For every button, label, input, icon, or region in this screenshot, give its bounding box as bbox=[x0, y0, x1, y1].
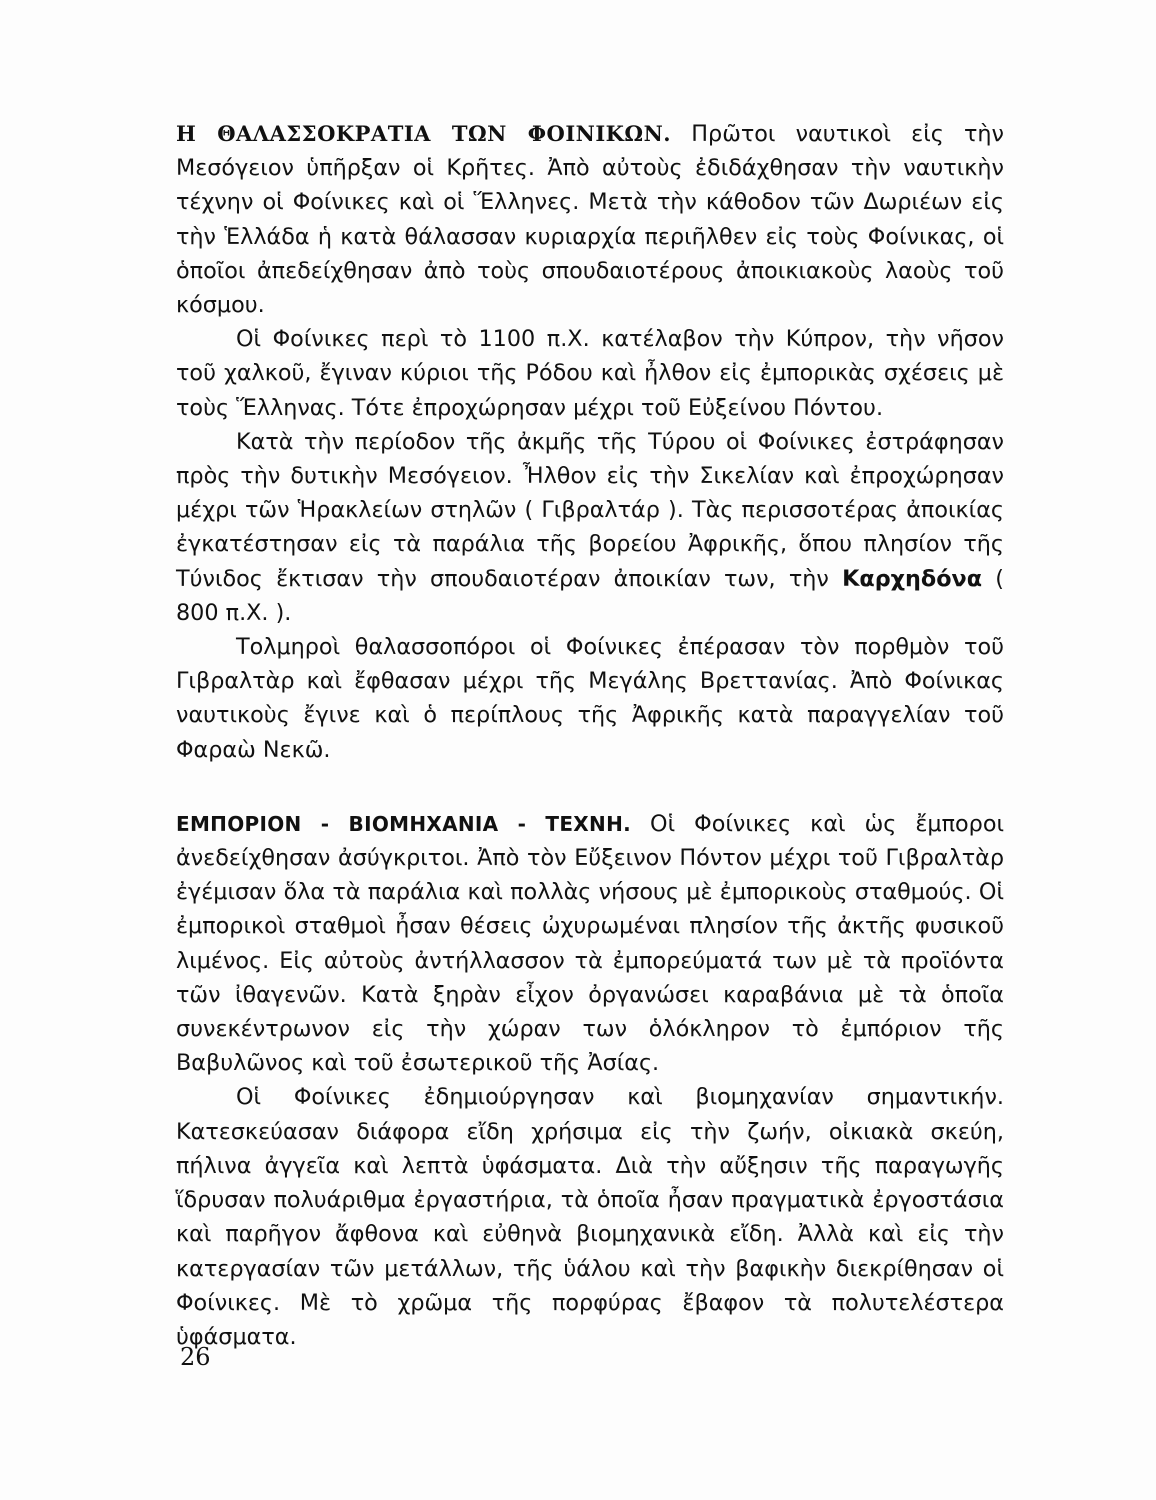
paragraph-carthage bbox=[176, 425, 1004, 630]
paragraph-cyprus: Οἱ Φοίνικες περὶ τὸ 1100 π.Χ. κατέλαβον τὴν Κύπρον, τὴν νῆσον τοῦ χαλκοῦ, ἔγιναν κύριοι τῆς Ρόδου καὶ ἦλθον εἰς ἐμπορικὰς σχέσεις μὲ τοὺς Ἕλληνας. Τότε ἐπροχώρησαν μέχρι τοῦ Εὐξείνου Πόντου. bbox=[176, 326, 1004, 421]
paragraph-text: Κατὰ τὴν περίοδον τῆς ἀκμῆς τῆς Τύρου οἱ Φοίνικες ἐστράφησαν πρὸς τὴν δυτικὴν Μεσόγειον. Ἦλθον εἰς τὴν Σικελίαν καὶ ἐπροχώρησαν μέχρι τῶν Ἡρακλείων στηλῶν ( Γιβραλτάρ ). Τὰς περισσοτέρας ἀποικίας ἐγκατέστησαν εἰς τὰ παράλια τῆς βορείου Ἀφρικῆς, ὅπου πλησίον τῆς Τύνιδος ἔκτισαν τὴν σπουδαιοτέραν ἀποικίαν των, τὴν bbox=[176, 428, 1004, 592]
paragraph-text: Οἱ Φοίνικες καὶ ὡς ἔμποροι ἀνεδείχθησαν ἀσύγκριτοι. Ἀπὸ τὸν Εὔξεινον Πόντον μέχρι τοῦ Γιβραλτὰρ ἐγέμισαν ὅλα τὰ παράλια καὶ πολλὰς νήσους μὲ ἐμπορικοὺς σταθμούς. Οἱ ἐμπορικοὶ σταθμοὶ ἦσαν θέσεις ὠχυρωμέναι πλησίον τῆς ἀκτῆς φυσικοῦ λιμένος. Εἰς αὐτοὺς ἀντήλλασσον τὰ ἐμπορεύματά των μὲ τὰ προϊόντα τῶν ἰθαγενῶν. Κατὰ ξηρὰν εἶχον ὀργανώσει καραβάνια μὲ τὰ ὁποῖα συνεκέντρωνον εἰς τὴν χώραν των ὁλόκληρον τὸ ἐμπόριον τῆς Βαβυλῶνος καὶ τοῦ ἐσωτερικοῦ τῆς Ἀσίας. bbox=[176, 810, 1005, 1077]
paragraph-thalassocracy-intro bbox=[176, 117, 1004, 322]
paragraph-trade-intro bbox=[176, 807, 1004, 1081]
paragraph-text: Πρῶτοι ναυτικοὶ εἰς τὴν Μεσόγειον ὑπῆρξαν οἱ Κρῆτες. Ἀπὸ αὐτοὺς ἐδιδάχθησαν τὴν ναυτικὴν τέχνην οἱ Φοίνικες καὶ οἱ Ἕλληνες. Μετὰ τὴν κάθοδον τῶν Δωριέων εἰς τὴν Ἑλλάδα ἡ κατὰ θάλασσαν κυριαρχία περιῆλθεν εἰς τοὺς Φοίνικας, οἱ ὁποῖοι ἀπεδείχθησαν ἀπὸ τοὺς σπουδαιοτέρους ἀποικιακοὺς λαοὺς τοῦ κόσμου. bbox=[176, 121, 1004, 319]
section-heading-thalassocracy: Η ΘΑΛΑΣΣΟΚΡΑΤΙΑ ΤΩΝ ΦΟΙΝΙΚΩΝ. bbox=[176, 121, 672, 146]
section-heading-trade: ΕΜΠΟΡΙΟΝ - ΒΙΟΜΗΧΑΝΙΑ - ΤΕΧΝΗ. bbox=[176, 811, 632, 836]
page-number: 26 bbox=[180, 1343, 211, 1371]
page-text bbox=[176, 117, 1004, 1354]
paragraph-navigators: Τολμηροὶ θαλασσοπόροι οἱ Φοίνικες ἐπέρασαν τὸν πορθμὸν τοῦ Γιβραλτὰρ καὶ ἔφθασαν μέχρι τῆς Μεγάλης Βρεττανίας. Ἀπὸ Φοίνικας ναυτικοὺς ἔγινε καὶ ὁ περίπλους τῆς Ἀφρικῆς κατὰ παραγγελίαν τοῦ Φαραὼ Νεκῶ. bbox=[176, 634, 1004, 763]
section-gap bbox=[176, 767, 1004, 807]
paragraph-industry: Οἱ Φοίνικες ἐδημιούργησαν καὶ βιομηχανίαν σημαντικήν. Κατεσκεύασαν διάφορα εἴδη χρήσιμα εἰς τὴν ζωήν, οἰκιακὰ σκεύη, πήλινα ἀγγεῖα καὶ λεπτὰ ὑφάσματα. Διὰ τὴν αὔξησιν τῆς παραγωγῆς ἵδρυσαν πολυάριθμα ἐργαστήρια, τὰ ὁποῖα ἦσαν πραγματικὰ ἐργοστάσια καὶ παρῆγον ἄφθονα καὶ εὐθηνὰ βιομηχανικὰ εἴδη. Ἀλλὰ καὶ εἰς τὴν κατεργασίαν τῶν μετάλλων, τῆς ὑάλου καὶ τὴν βαφικὴν διεκρίθησαν οἱ Φοίνικες. Μὲ τὸ χρῶμα τῆς πορφύρας ἔβαφον τὰ πολυτελέστερα ὑφάσματα. bbox=[176, 1084, 1004, 1350]
paragraph-text: ( 800 π.Χ. ). bbox=[176, 565, 1004, 626]
emphasis-carthage: Καρχηδόνα bbox=[842, 565, 983, 592]
